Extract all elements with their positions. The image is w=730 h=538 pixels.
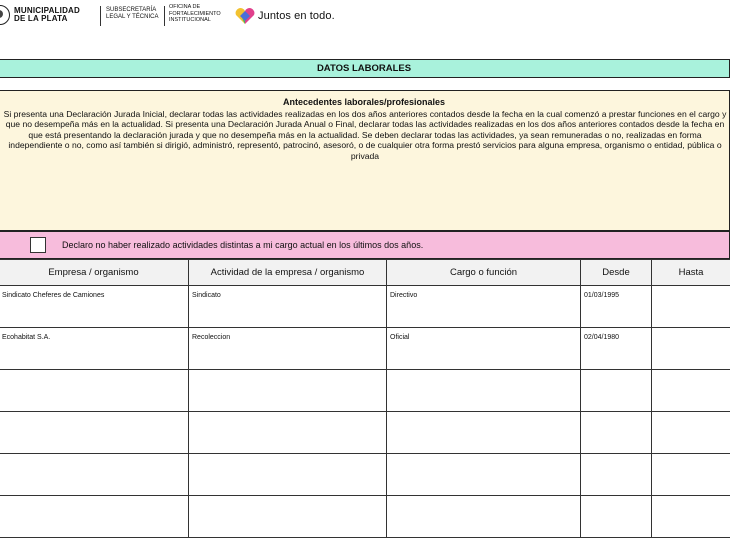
column-header-actividad: Actividad de la empresa / organismo — [189, 260, 387, 286]
table-row — [0, 454, 730, 496]
table-header-row — [0, 260, 730, 286]
slogan: Juntos en todo. — [258, 10, 335, 22]
oficina-name: OFICINA DE FORTALECIMIENTO INSTITUCIONAL — [169, 4, 221, 24]
actividad-cell[interactable] — [189, 454, 387, 496]
cargo-cell[interactable] — [387, 496, 581, 538]
empresa-cell[interactable] — [0, 412, 189, 454]
empresa-cell[interactable] — [0, 454, 189, 496]
column-header-desde: Desde — [581, 260, 652, 286]
actividad-cell[interactable]: Sindicato — [189, 286, 387, 328]
desde-cell[interactable] — [581, 370, 652, 412]
declaration-checkbox[interactable] — [30, 237, 46, 253]
antecedentes-box — [0, 90, 730, 231]
header-divider — [100, 6, 101, 26]
cargo-cell[interactable]: Oficial — [387, 328, 581, 370]
antecedentes-title: Antecedentes laborales/profesionales — [0, 97, 729, 107]
actividad-cell[interactable] — [189, 370, 387, 412]
table-row — [0, 328, 730, 370]
municipality-name: MUNICIPALIDAD DE LA PLATA — [14, 7, 80, 23]
desde-cell[interactable] — [581, 412, 652, 454]
desde-cell[interactable] — [581, 454, 652, 496]
empresa-cell[interactable]: Sindicato Cheferes de Camiones — [0, 286, 189, 328]
heart-logo-icon — [234, 7, 256, 25]
hasta-cell[interactable] — [652, 496, 730, 538]
page-header — [0, 0, 730, 40]
empresa-cell[interactable] — [0, 370, 189, 412]
empresa-cell[interactable] — [0, 496, 189, 538]
cargo-cell[interactable]: Directivo — [387, 286, 581, 328]
antecedentes-instructions: Si presenta una Declaración Jurada Inicial, declarar todas las actividades realizadas en los dos años anteriores contados desde la fecha en la cual comenzó a prestar funciones en el cargo y que no desempeña más en la actualidad. Si presenta una Declaración Jurada Anual o Final, declarar todas las actividades realizadas en los dos años anteriores contados desde la fecha en que está presentando la declaración jurada y que no desempeña más en la actualidad. Se deben declarar todas las actividades, ya sean remuneradas o no, realizadas en forma independiente o no, como así también si dirigió, administró, representó, patrocinó, asesoró, o de cualquier otra forma prestó servicios para alguna empresa, organismo o entidad, pública o privada — [1, 109, 729, 161]
header-divider — [164, 6, 165, 26]
municipal-seal-icon — [0, 5, 10, 25]
desde-cell[interactable]: 02/04/1980 — [581, 328, 652, 370]
actividad-cell[interactable] — [189, 412, 387, 454]
hasta-cell[interactable] — [652, 412, 730, 454]
cargo-cell[interactable] — [387, 370, 581, 412]
section-title: DATOS LABORALES — [0, 59, 730, 78]
hasta-cell[interactable] — [652, 328, 730, 370]
cargo-cell[interactable] — [387, 412, 581, 454]
column-header-hasta: Hasta — [652, 260, 730, 286]
table-row — [0, 370, 730, 412]
column-header-empresa: Empresa / organismo — [0, 260, 189, 286]
employment-table — [0, 259, 730, 538]
subsecretaria-name: SUBSECRETARÍA LEGAL Y TÉCNICA — [106, 7, 158, 21]
hasta-cell[interactable] — [652, 454, 730, 496]
table-row — [0, 412, 730, 454]
empresa-cell[interactable]: Ecohabitat S.A. — [0, 328, 189, 370]
desde-cell[interactable]: 01/03/1995 — [581, 286, 652, 328]
table-row — [0, 286, 730, 328]
actividad-cell[interactable] — [189, 496, 387, 538]
actividad-cell[interactable]: Recoleccion — [189, 328, 387, 370]
cargo-cell[interactable] — [387, 454, 581, 496]
table-row — [0, 496, 730, 538]
column-header-cargo: Cargo o función — [387, 260, 581, 286]
hasta-cell[interactable] — [652, 286, 730, 328]
declaration-label: Declaro no haber realizado actividades distintas a mi cargo actual en los últimos dos años. — [62, 240, 423, 250]
desde-cell[interactable] — [581, 496, 652, 538]
hasta-cell[interactable] — [652, 370, 730, 412]
declaration-row — [0, 231, 730, 259]
